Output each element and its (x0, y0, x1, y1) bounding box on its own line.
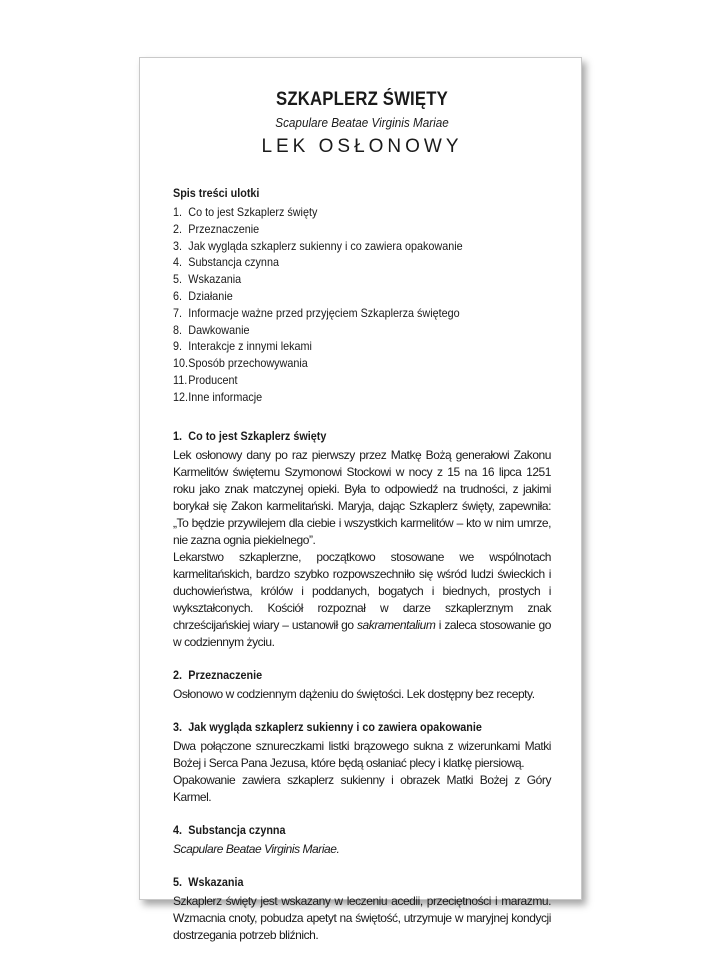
section-title: Co to jest Szkaplerz święty (188, 428, 327, 443)
section-5-heading (173, 874, 513, 890)
leaflet-title: SZKAPLERZ ŚWIĘTY (276, 89, 448, 110)
section-1-heading (173, 428, 513, 444)
toc-item (173, 338, 513, 355)
toc-item-label: Wskazania (188, 272, 242, 287)
toc-item-number: 5. (173, 272, 183, 287)
toc-item-label: Interakcje z innymi lekami (188, 339, 312, 354)
toc-item (173, 372, 513, 389)
toc-item (173, 355, 513, 372)
toc-item-number: 2. (173, 221, 183, 236)
toc-item-number: 4. (173, 255, 183, 270)
toc-item-label: Informacje ważne przed przyjęciem Szkaplerza świętego (188, 305, 460, 320)
toc-list (173, 204, 551, 406)
toc-item-number: 11. (173, 372, 188, 387)
section-title: Substancja czynna (188, 822, 286, 837)
toc-item-number: 1. (173, 205, 183, 219)
section-number: 2. (173, 667, 183, 682)
toc-item-label: Dawkowanie (188, 322, 250, 337)
section-2-paragraph-1: Osłonowo w codziennym dążeniu do świętości. Lek dostępny bez recepty. (173, 686, 535, 701)
toc-item (173, 271, 513, 288)
toc-item-label: Inne informacje (188, 389, 263, 404)
toc-item-label: Substancja czynna (188, 255, 279, 270)
section-title: Jak wygląda szkaplerz sukienny i co zawiera opakowanie (188, 719, 482, 734)
section-1-paragraph-2 (173, 549, 551, 651)
toc-item-label: Przeznaczenie (188, 221, 260, 236)
section-title: Wskazania (188, 874, 244, 889)
toc-item-number: 7. (173, 305, 183, 320)
section-1-paragraph-1: Lek osłonowy dany po raz pierwszy przez Matkę Bożą generałowi Zakonu Karmelitów świętemu Szymonowi Stockowi w nocy z 15 na 16 lipca 1251 roku jako znak matczynej opieki. Była to odpowiedź na trudności, z jakimi borykał się Zakon karmelitański. Maryja, dając Szkaplerz święty, zapewniła: „To będzie przywilejem dla ciebie i wszystkich karmelitów – kto w nim umrze, nie zazna ognia piekielnego”. (173, 447, 551, 547)
toc-item-number: 6. (173, 288, 183, 303)
section-number: 3. (173, 719, 183, 734)
section-title: Przeznaczenie (188, 667, 263, 682)
section-5-paragraph-1: Szkaplerz święty jest wskazany w leczeniu acedii, przeciętności i marazmu. Wzmacnia cnoty, pobudza apetyt na świętość, utrzymuje w maryjnej kondycji dostrzegania potrzeb bliźnich. (173, 893, 551, 942)
toc-item-label: Producent (188, 372, 238, 387)
toc-item (173, 305, 513, 322)
section-3-paragraph-1: Dwa połączone sznureczkami listki brązowego sukna z wizerunkami Matki Bożej i Serca Pana Jezusa, które będą osłaniać plecy i klatkę piersiową. (173, 738, 551, 770)
toc-item-label: Działanie (188, 288, 233, 303)
toc-item (173, 204, 513, 221)
toc-item (173, 288, 513, 305)
toc-item-label: Co to jest Szkaplerz święty (188, 205, 318, 219)
toc-item-number: 3. (173, 238, 183, 253)
section-number: 4. (173, 822, 183, 837)
paragraph-text: i zaleca stosowanie go w codziennym życiu. (173, 617, 551, 649)
section-number: 1. (173, 428, 183, 443)
toc-item (173, 254, 513, 271)
paragraph-text: Lekarstwo szkaplerzne, początkowo stosowane we wspólnotach karmelitańskich, bardzo szybko rozpowszechniło się wśród ludzi świeckich i duchowieństwa, królów i poddanych, bogatych i biednych, prostych i wykształconych. Kościół rozpoznał w darze szkaplerznym znak chrześcijańskiej wiary – ustanowił go (173, 549, 551, 632)
section-4-heading (173, 822, 513, 838)
leaflet-content (173, 88, 551, 944)
toc-item-number: 8. (173, 322, 183, 337)
toc-item-label: Sposób przechowywania (188, 356, 308, 371)
toc-item (173, 221, 513, 238)
toc-item-number: 10. (173, 356, 189, 371)
leaflet-page (139, 57, 582, 942)
leaflet-subtitle: Scapulare Beatae Virginis Mariae (275, 115, 449, 130)
section-3-paragraph-2: Opakowanie zawiera szkaplerz sukienny i obrazek Matki Bożej z Góry Karmel. (173, 772, 551, 804)
toc-item (173, 238, 513, 255)
leaflet-tagline: LEK OSŁONOWY (261, 136, 463, 157)
toc-item-number: 12. (173, 389, 189, 404)
toc-item (173, 389, 513, 406)
toc-heading: Spis treści ulotki (173, 186, 260, 200)
paragraph-emphasis: sakramentalium (357, 617, 436, 632)
toc-item-label: Jak wygląda szkaplerz sukienny i co zawiera opakowanie (188, 238, 463, 253)
toc-item (173, 322, 513, 339)
section-number: 5. (173, 874, 183, 889)
toc-item-number: 9. (173, 339, 183, 354)
section-4-paragraph-1: Scapulare Beatae Virginis Mariae. (173, 841, 340, 856)
section-2-heading (173, 667, 513, 683)
section-3-heading (173, 719, 513, 735)
